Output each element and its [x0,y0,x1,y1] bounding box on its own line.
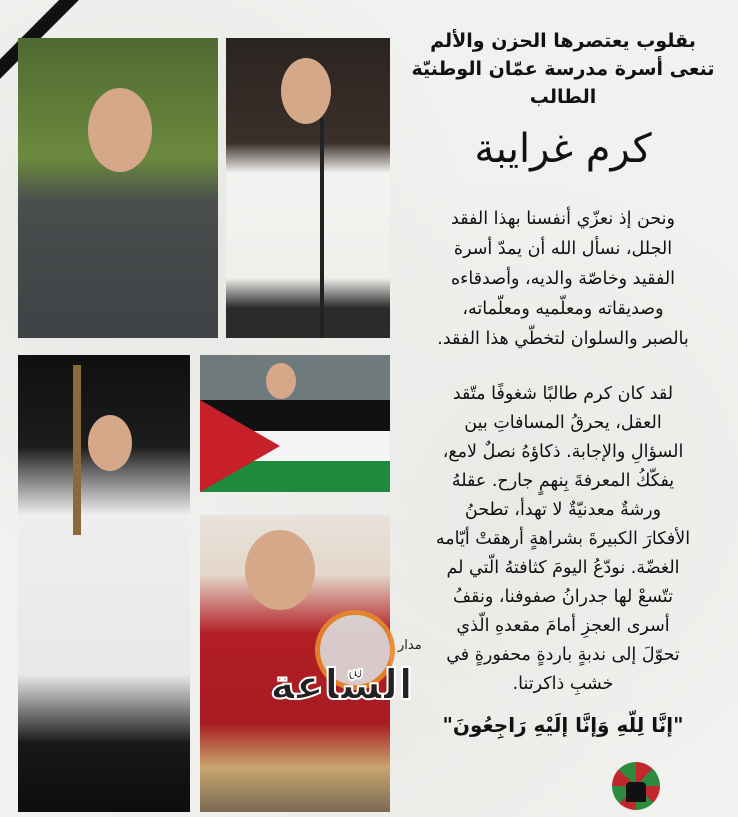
heading-line: بقلوب يعتصرها الحزن والألم [430,30,696,52]
paragraph2-line: الأفكارَ الكبيرةَ بشراهةٍ أرهقتْ أيّامه [435,529,691,549]
watermark-logo [270,610,440,710]
jordan-flag-icon [200,400,390,492]
paragraph2-line: تحوّلَ إلى ندبةٍ باردةٍ محفورةٍ في [446,645,680,665]
paragraph2-line: أسرى العجزِ أمامَ مقعدهِ الّذي [456,616,670,636]
paragraph1-line: الجلل، نسأل الله أن يمدّ أسرة [453,239,673,259]
paragraph1-line: وصديقاته ومعلّميه ومعلّماته، [462,299,664,319]
heading-line: الطالب [529,86,597,108]
student-name: كرم غرايبة [474,126,652,172]
paragraph2-line: العقل، يحرقُ المسافاتِ بين [464,413,662,433]
paragraph2-line: خشبِ ذاكرتنا. [512,674,614,694]
quran-quote: "إنَّا لِلّهِ وَإنَّا إلَيْهِ رَاجِعُونَ" [442,713,684,737]
paragraph2-line: ورشةٌ معدنيّةٌ لا تهدأ، تطحنُ [464,500,662,520]
heading-line: تنعى أسرة مدرسة عمّان الوطنيّة [411,58,715,80]
paragraph2-line: تتّسعْ لها جدرانُ صفوفنا، ونقفُ [453,587,673,607]
paragraph1-line: الفقيد وخاصّة والديه، وأصدقاءه [450,269,676,289]
school-logo-icon [612,762,660,810]
paragraph2-line: الغضّة. نودّعُ اليومَ كثافتهُ الّتي لم [446,558,680,578]
student-costume-photo [18,355,190,812]
paragraph2-line: يفكّكُ المعرفةَ بِنهمٍ جارح. عقلهُ [451,471,675,491]
paragraph2-line: لقد كان كرم طالبًا شغوفًا متّقد [452,384,674,404]
student-portrait-photo [18,38,218,338]
paragraph1-line: ونحن إذ نعزّي أنفسنا بهذا الفقد [451,209,675,229]
watermark-text: السّاعة [270,660,413,709]
student-flag-photo [200,355,390,492]
student-microphone-photo [226,38,390,338]
paragraph2-line: السؤالِ والإجابة. ذكاؤهُ نصلٌ لامع، [442,442,684,462]
watermark-small-text: مدار [398,638,422,653]
paragraph1-line: بالصبر والسلوان لتخطّي هذا الفقد. [437,329,689,349]
